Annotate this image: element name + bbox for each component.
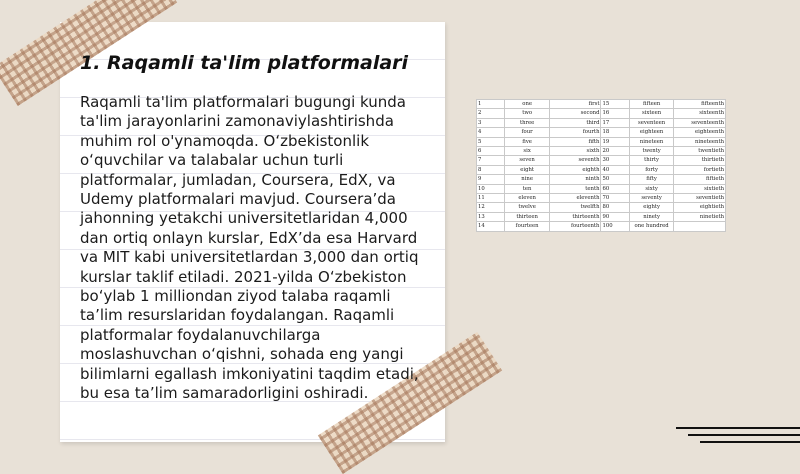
table-cell: 100: [601, 222, 629, 231]
table-cell: 14: [477, 222, 505, 231]
table-cell: eighteenth: [674, 128, 726, 137]
table-cell: thirteenth: [549, 212, 601, 221]
table-row: [477, 137, 726, 146]
table-cell: 18: [601, 128, 629, 137]
table-row: [477, 212, 726, 221]
table-cell: 60: [601, 184, 629, 193]
decorative-line: [700, 441, 800, 443]
table-cell: three: [505, 118, 550, 127]
table-cell: 7: [477, 156, 505, 165]
table-cell: 6: [477, 147, 505, 156]
table-cell: 4: [477, 128, 505, 137]
decorative-line: [688, 434, 800, 436]
table-cell: 40: [601, 165, 629, 174]
table-cell: eleventh: [549, 194, 601, 203]
table-row: [477, 118, 726, 127]
table-cell: sixty: [629, 184, 674, 193]
table-cell: twelve: [505, 203, 550, 212]
table-cell: second: [549, 109, 601, 118]
table-cell: sixth: [549, 147, 601, 156]
table-cell: fourteenth: [549, 222, 601, 231]
table-cell: eighty: [629, 203, 674, 212]
number-words-table: [476, 99, 726, 232]
table-cell: fourth: [549, 128, 601, 137]
table-cell: 19: [601, 137, 629, 146]
table-row: [477, 184, 726, 193]
table-cell: 11: [477, 194, 505, 203]
table-cell: 1: [477, 100, 505, 109]
table-cell: nineteenth: [674, 137, 726, 146]
table-cell: fortieth: [674, 165, 726, 174]
table-row: [477, 194, 726, 203]
table-cell: one: [505, 100, 550, 109]
table-cell: seventy: [629, 194, 674, 203]
table-cell: 2: [477, 109, 505, 118]
table-row: [477, 222, 726, 231]
table-cell: fiftieth: [674, 175, 726, 184]
table-cell: 17: [601, 118, 629, 127]
table-cell: thirtieth: [674, 156, 726, 165]
table-cell: third: [549, 118, 601, 127]
table-cell: 9: [477, 175, 505, 184]
table-cell: seven: [505, 156, 550, 165]
table-row: [477, 203, 726, 212]
table-cell: ninetieth: [674, 212, 726, 221]
table-cell: seventh: [549, 156, 601, 165]
table-cell: 10: [477, 184, 505, 193]
table-cell: 30: [601, 156, 629, 165]
table-cell: 5: [477, 137, 505, 146]
table-cell: sixteen: [629, 109, 674, 118]
table-cell: 70: [601, 194, 629, 203]
table-cell: nineteen: [629, 137, 674, 146]
table-cell: eleven: [505, 194, 550, 203]
table-row: [477, 109, 726, 118]
table-cell: eighth: [549, 165, 601, 174]
table-row: [477, 147, 726, 156]
slide-title: 1. Raqamli ta'lim platformalari: [80, 52, 409, 74]
table-row: [477, 100, 726, 109]
table-cell: thirty: [629, 156, 674, 165]
decorative-line: [676, 427, 800, 429]
table-cell: one hundred: [629, 222, 674, 231]
table-cell: sixtieth: [674, 184, 726, 193]
table-cell: fifth: [549, 137, 601, 146]
table-cell: 50: [601, 175, 629, 184]
table-cell: 12: [477, 203, 505, 212]
table-cell: 15: [601, 100, 629, 109]
table-cell: six: [505, 147, 550, 156]
table-cell: ten: [505, 184, 550, 193]
table-cell: twentieth: [674, 147, 726, 156]
table-cell: ninety: [629, 212, 674, 221]
table-cell: thirteen: [505, 212, 550, 221]
table-cell: five: [505, 137, 550, 146]
table-cell: eight: [505, 165, 550, 174]
table-cell: ninth: [549, 175, 601, 184]
table-row: [477, 175, 726, 184]
table-cell: tenth: [549, 184, 601, 193]
table-cell: twenty: [629, 147, 674, 156]
table-cell: forty: [629, 165, 674, 174]
table-cell: eightieth: [674, 203, 726, 212]
table-cell: 20: [601, 147, 629, 156]
table-cell: 13: [477, 212, 505, 221]
table-cell: fifteen: [629, 100, 674, 109]
table-cell: fourteen: [505, 222, 550, 231]
table-cell: 90: [601, 212, 629, 221]
table-cell: first: [549, 100, 601, 109]
table-row: [477, 165, 726, 174]
table-cell: 16: [601, 109, 629, 118]
table-cell: four: [505, 128, 550, 137]
number-words-table-image: [476, 99, 726, 232]
table-cell: fifty: [629, 175, 674, 184]
table-cell: seventeenth: [674, 118, 726, 127]
table-cell: seventeen: [629, 118, 674, 127]
table-cell: [674, 222, 726, 231]
slide-paragraph: Raqamli ta'lim platformalari bugungi kunda ta'lim jarayonlarini zamonaviylashtirishda muhim rol o'ynamoqda. Oʻzbekistonlik oʻquvchilar va talabalar uchun turli platformalar, jumladan, Coursera, EdX, va Udemy platformalari mavjud. Coursera’da jahonning yetakchi universitetlaridan 4,000 dan ortiq onlayn kurslar, EdX’da esa Harvard va MIT kabi universitetlardan 3,000 dan ortiq kurslar taklif etiladi. 2021-yilda Oʻzbekiston boʻylab 1 milliondan ziyod talaba raqamli taʼlim resurslaridan foydalangan. Raqamli platformalar foydalanuvchilarga moslashuvchan oʻqishni, sohada eng yangi bilimlarni egallash imkoniyatini taqdim etadi, bu esa taʼlim samaradorligini oshiradi.: [80, 93, 419, 403]
table-cell: fifteenth: [674, 100, 726, 109]
table-cell: nine: [505, 175, 550, 184]
table-cell: 3: [477, 118, 505, 127]
table-cell: seventieth: [674, 194, 726, 203]
table-cell: eighteen: [629, 128, 674, 137]
table-cell: sixteenth: [674, 109, 726, 118]
table-cell: 8: [477, 165, 505, 174]
table-cell: 80: [601, 203, 629, 212]
table-cell: two: [505, 109, 550, 118]
table-row: [477, 128, 726, 137]
table-cell: twelfth: [549, 203, 601, 212]
table-row: [477, 156, 726, 165]
